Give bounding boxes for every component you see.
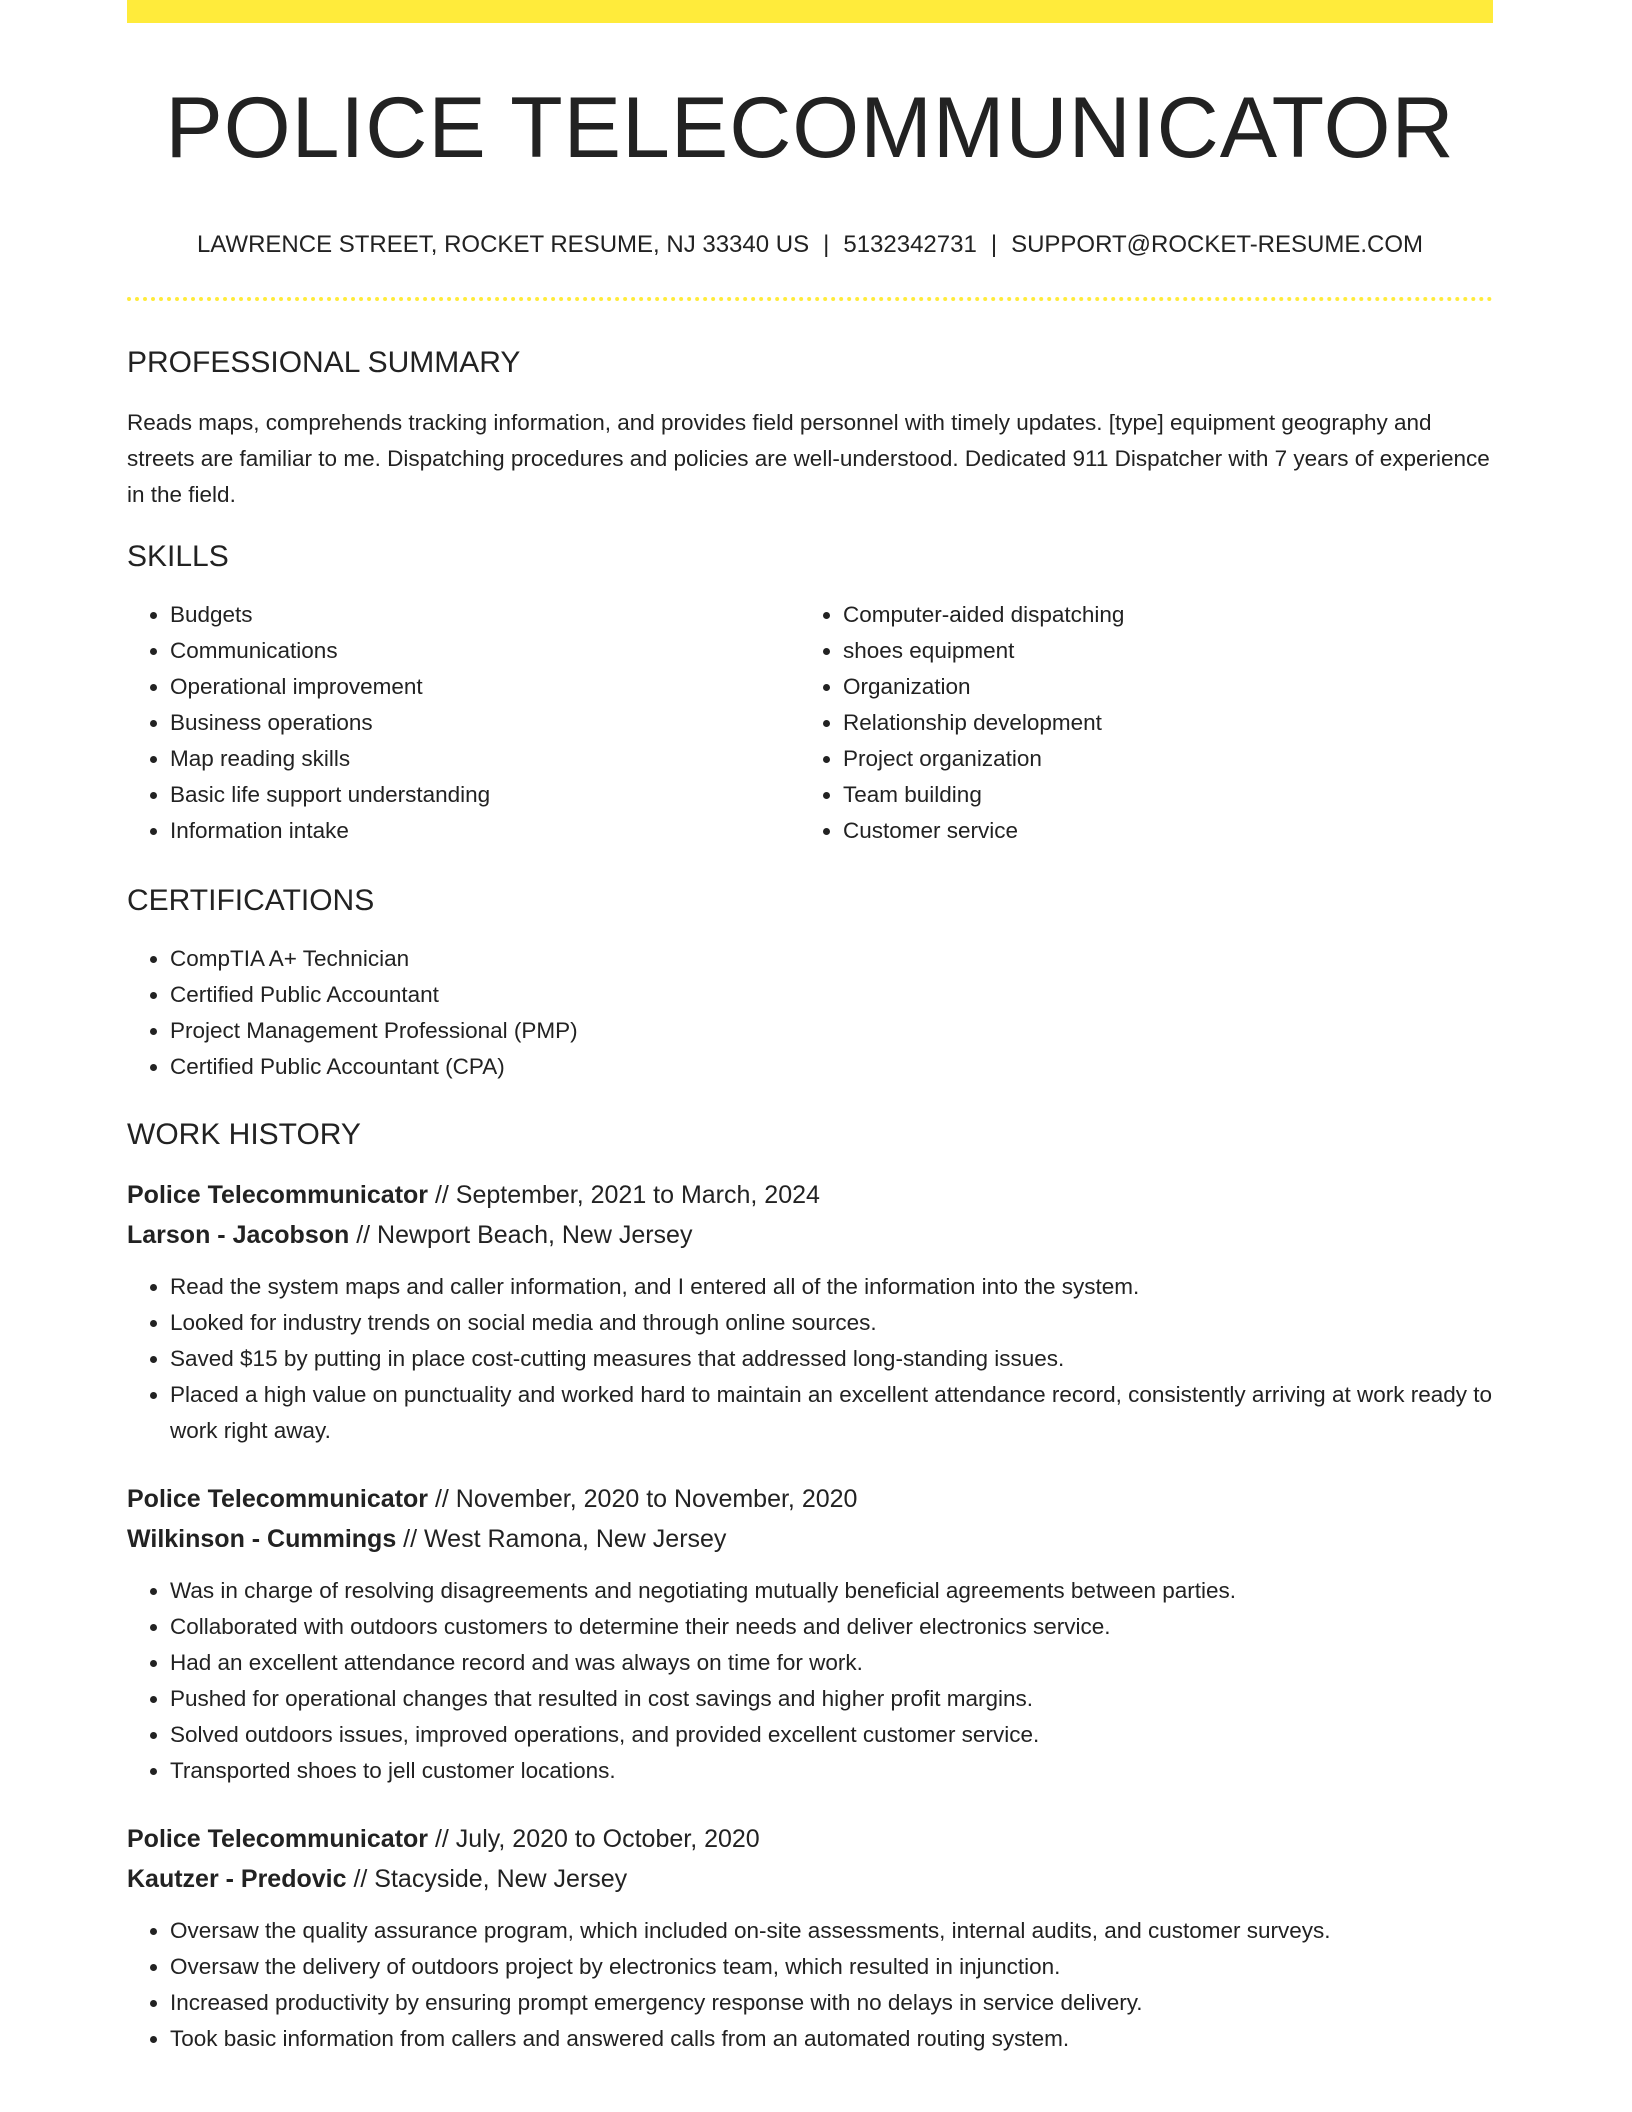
- job-company-line: [127, 1859, 1493, 1899]
- skill-item: • Team building: [843, 777, 1473, 813]
- job-bullet: • Looked for industry trends on social media and through online sources.: [170, 1305, 1493, 1341]
- skills-list-right: [800, 597, 1473, 849]
- resume-page: [127, 0, 1493, 2057]
- job-role-line: [127, 1175, 1493, 1215]
- job-dates: // July, 2020 to October, 2020: [428, 1825, 760, 1854]
- certifications-heading: CERTIFICATIONS: [127, 884, 375, 918]
- job-location: // West Ramona, New Jersey: [396, 1525, 727, 1554]
- job-bullet: • Took basic information from callers and answered calls from an automated routing system.: [170, 2021, 1493, 2057]
- job-location: // Newport Beach, New Jersey: [349, 1221, 693, 1250]
- job-bullet: • Pushed for operational changes that resulted in cost savings and higher profit margins.: [170, 1681, 1493, 1717]
- job-entry: [127, 1175, 1493, 1449]
- summary-text: Reads maps, comprehends tracking information, and provides field personnel with timely updates. [type] equipment geography and streets are familiar to me. Dispatching procedures and policies are well-understood. Dedicated 911 Dispatcher with 7 years of experience in the field.: [127, 410, 1490, 508]
- skill-item: • Budgets: [170, 597, 800, 633]
- skills-column-left: [127, 597, 800, 849]
- skill-item: • Organization: [843, 669, 1473, 705]
- job-bullet: • Solved outdoors issues, improved operations, and provided excellent customer service.: [170, 1717, 1493, 1753]
- job-bullet: • Read the system maps and caller information, and I entered all of the information into the system.: [170, 1269, 1493, 1305]
- certifications-list: [127, 941, 1493, 1085]
- job-company: Kautzer - Predovic: [127, 1865, 347, 1894]
- skills-column-right: [800, 597, 1473, 849]
- certification-item: • CompTIA A+ Technician: [170, 941, 1493, 977]
- job-role: Police Telecommunicator: [127, 1825, 429, 1854]
- skill-item: • Project organization: [843, 741, 1473, 777]
- contact-address: LAWRENCE STREET, ROCKET RESUME, NJ 33340 US: [196, 230, 810, 258]
- certification-item: • Certified Public Accountant (CPA): [170, 1049, 1493, 1085]
- skills-heading: SKILLS: [127, 540, 229, 574]
- job-role: Police Telecommunicator: [127, 1485, 429, 1514]
- job-bullet: • Collaborated with outdoors customers to determine their needs and deliver electronics service.: [170, 1609, 1493, 1645]
- skills-grid: [127, 597, 1493, 849]
- contact-separator: |: [990, 230, 998, 258]
- job-bullet: • Increased productivity by ensuring prompt emergency response with no delays in service delivery.: [170, 1985, 1493, 2021]
- job-role: Police Telecommunicator: [127, 1181, 429, 1210]
- job-dates: // September, 2021 to March, 2024: [428, 1181, 820, 1210]
- accent-bar: [127, 0, 1493, 23]
- job-dates: // November, 2020 to November, 2020: [428, 1485, 858, 1514]
- summary-heading: PROFESSIONAL SUMMARY: [127, 346, 521, 380]
- contact-line: [127, 231, 1493, 260]
- work-history-heading: WORK HISTORY: [127, 1118, 361, 1152]
- skill-item: • Customer service: [843, 813, 1473, 849]
- skill-item: • Computer-aided dispatching: [843, 597, 1473, 633]
- job-bullets: [127, 1913, 1493, 2057]
- job-location: // Stacyside, New Jersey: [346, 1865, 628, 1894]
- job-bullet: • Oversaw the delivery of outdoors project by electronics team, which resulted in injunction.: [170, 1949, 1493, 1985]
- skill-item: • Map reading skills: [170, 741, 800, 777]
- job-company: Wilkinson - Cummings: [127, 1525, 397, 1554]
- job-bullet: • Saved $15 by putting in place cost-cutting measures that addressed long-standing issues.: [170, 1341, 1493, 1377]
- job-company-line: [127, 1215, 1493, 1255]
- skill-item: • shoes equipment: [843, 633, 1473, 669]
- job-company-line: [127, 1519, 1493, 1559]
- contact-email: SUPPORT@ROCKET-RESUME.COM: [1011, 230, 1424, 258]
- skills-list-left: [127, 597, 800, 849]
- job-bullet: • Oversaw the quality assurance program, which included on-site assessments, internal audits, and customer surveys.: [170, 1913, 1493, 1949]
- job-bullet: • Transported shoes to jell customer locations.: [170, 1753, 1493, 1789]
- skill-item: • Business operations: [170, 705, 800, 741]
- resume-name: POLICE TELECOMMUNICATOR: [165, 80, 1455, 176]
- skill-item: • Communications: [170, 633, 800, 669]
- certification-item: • Project Management Professional (PMP): [170, 1013, 1493, 1049]
- job-bullet: • Had an excellent attendance record and was always on time for work.: [170, 1645, 1493, 1681]
- skill-item: • Information intake: [170, 813, 800, 849]
- job-company: Larson - Jacobson: [127, 1221, 350, 1250]
- skill-item: • Operational improvement: [170, 669, 800, 705]
- certification-item: • Certified Public Accountant: [170, 977, 1493, 1013]
- job-bullet: • Placed a high value on punctuality and worked hard to maintain an excellent attendance record, consistently arriving at work ready to work right away.: [170, 1377, 1493, 1449]
- contact-phone: 5132342731: [843, 230, 977, 258]
- skill-item: • Relationship development: [843, 705, 1473, 741]
- job-entry: [127, 1819, 1493, 2057]
- job-bullets: [127, 1269, 1493, 1449]
- job-role-line: [127, 1819, 1493, 1859]
- job-entry: [127, 1479, 1493, 1789]
- job-role-line: [127, 1479, 1493, 1519]
- job-bullet: • Was in charge of resolving disagreements and negotiating mutually beneficial agreements between parties.: [170, 1573, 1493, 1609]
- skill-item: • Basic life support understanding: [170, 777, 800, 813]
- contact-separator: |: [823, 230, 830, 258]
- dotted-divider: [127, 297, 1493, 301]
- job-bullets: [127, 1573, 1493, 1789]
